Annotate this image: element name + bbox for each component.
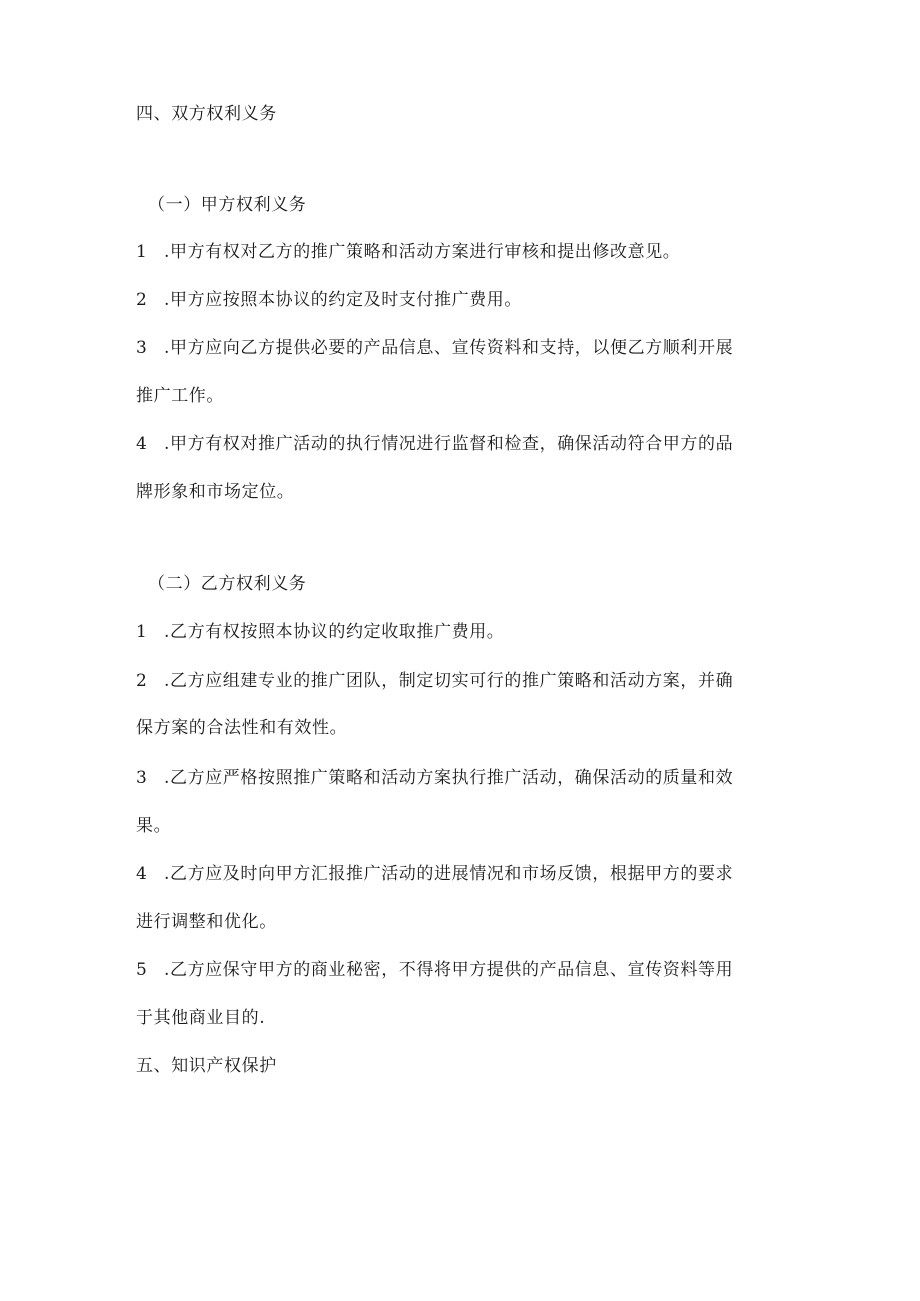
item-text: .甲方有权对推广活动的执行情况进行监督和检查，确保活动符合甲方的品 <box>164 434 734 454</box>
party-a-item-3 <box>136 336 733 360</box>
item-text: .甲方应向乙方提供必要的产品信息、宣传资料和支持，以便乙方顺利开展 <box>164 338 734 358</box>
section-five-title: 五、知识产权保护 <box>136 1056 277 1076</box>
party-a-item-4-continued: 牌形象和市场定位。 <box>136 482 295 502</box>
party-b-item-3 <box>136 766 733 790</box>
party-b-item-4 <box>136 862 733 886</box>
party-b-item-4-continued: 进行调整和优化。 <box>136 912 277 932</box>
party-b-item-2 <box>136 669 733 693</box>
party-b-item-2-continued: 保方案的合法性和有效性。 <box>136 718 348 738</box>
party-a-item-2 <box>136 288 522 312</box>
item-text: .甲方应按照本协议的约定及时支付推广费用。 <box>164 290 523 310</box>
item-text: .乙方应组建专业的推广团队，制定切实可行的推广策略和活动方案，并确 <box>164 671 734 691</box>
item-number: 3 <box>136 768 148 788</box>
item-number: 5 <box>136 960 148 980</box>
item-number: 2 <box>136 290 148 310</box>
item-text: .乙方应严格按照推广策略和活动方案执行推广活动，确保活动的质量和效 <box>164 768 734 788</box>
item-text: .甲方有权对乙方的推广策略和活动方案进行审核和提出修改意见。 <box>164 242 681 262</box>
party-a-item-1 <box>136 240 680 264</box>
item-number: 1 <box>136 242 148 262</box>
party-b-item-5-continued: 于其他商业目的. <box>136 1008 266 1028</box>
section-four-title: 四、双方权利义务 <box>136 104 277 124</box>
item-number: 2 <box>136 671 148 691</box>
item-number: 3 <box>136 338 148 358</box>
item-number: 4 <box>136 434 148 454</box>
item-text: .乙方应保守甲方的商业秘密，不得将甲方提供的产品信息、宣传资料等用 <box>164 960 734 980</box>
party-b-item-1 <box>136 620 504 644</box>
party-a-item-3-continued: 推广工作。 <box>136 386 224 406</box>
party-b-title: （二）乙方权利义务 <box>148 574 307 594</box>
item-number: 1 <box>136 622 148 642</box>
party-b-item-5 <box>136 958 733 982</box>
item-number: 4 <box>136 864 148 884</box>
party-a-title: （一）甲方权利义务 <box>148 195 307 215</box>
item-text: .乙方有权按照本协议的约定收取推广费用。 <box>164 622 505 642</box>
item-text: .乙方应及时向甲方汇报推广活动的进展情况和市场反馈，根据甲方的要求 <box>164 864 734 884</box>
party-b-item-3-continued: 果。 <box>136 816 172 836</box>
party-a-item-4 <box>136 432 733 456</box>
